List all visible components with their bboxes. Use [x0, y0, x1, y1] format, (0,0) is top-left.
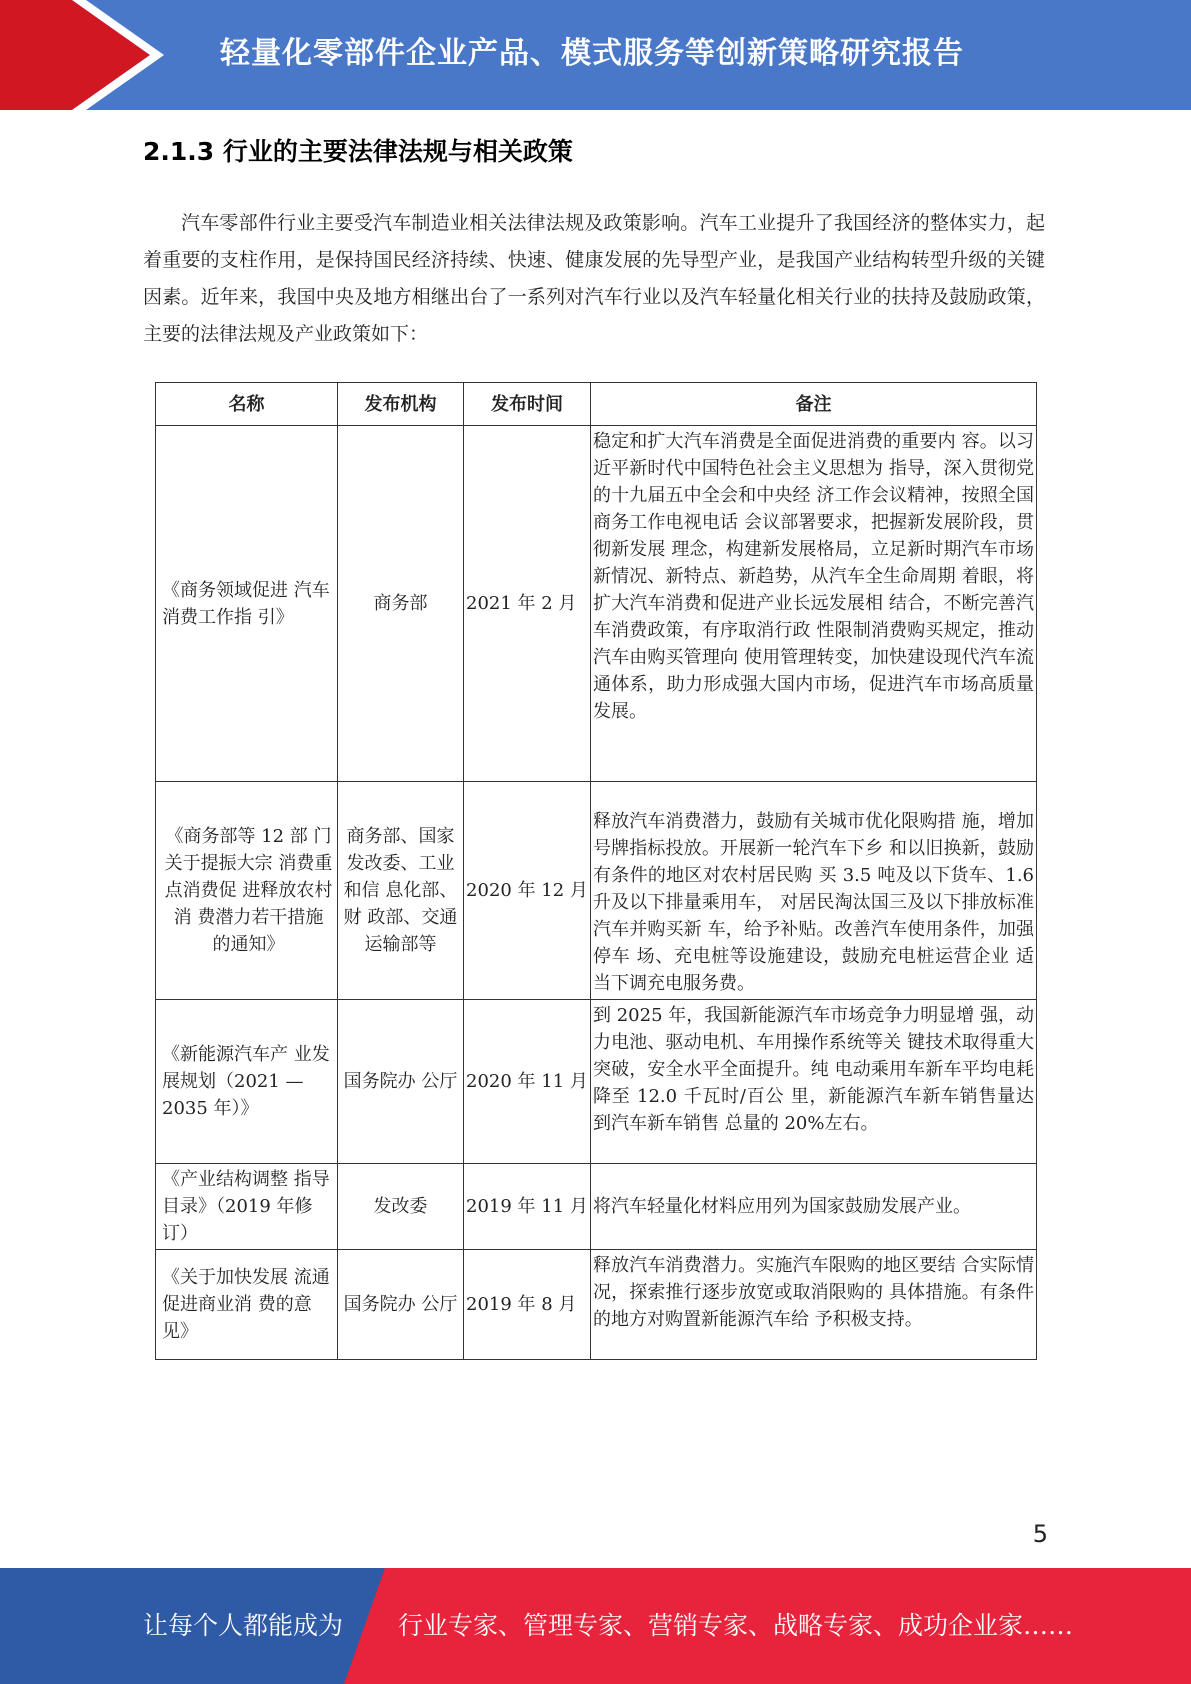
- intro-paragraph: 汽车零部件行业主要受汽车制造业相关法律法规及政策影响。汽车工业提升了我国经济的整体实力，起着重要的支柱作用，是保持国民经济持续、快速、健康发展的先导型产业，是我国产业结构转型升级的关键因素。近年来，我国中央及地方相继出台了一系列对汽车行业以及汽车轻量化相关行业的扶持及鼓励政策，主要的法律法规及产业政策如下：: [143, 212, 1045, 345]
- header-title: 轻量化零部件企业产品、模式服务等创新策略研究报告: [220, 36, 964, 71]
- policy-note: 释放汽车消费潜力，鼓励有关城市优化限购措 施，增加号牌指标投放。开展新一轮汽车下乡 和以旧换新，鼓励有条件的地区对农村居民购 买 3.5 吨及以下货车、1.6 升及以下排量乘用车， 对居民淘汰国三及以下排放标准汽车并购买新 车，给予补贴。改善汽车使用条件，加强停车 场、充电桩等设施建设，鼓励充电桩运营企业 适当下调充电服务费。: [591, 782, 1037, 1000]
- footer-slogan-right: 行业专家、管理专家、营销专家、战略专家、成功企业家……: [398, 1611, 1074, 1640]
- policy-date: 2020 年 11 月: [464, 1000, 591, 1164]
- footer-slogan-left: 让每个人都能成为: [143, 1611, 344, 1640]
- policy-org: 商务部: [338, 426, 464, 782]
- policy-org: 国务院办 公厅: [338, 1000, 464, 1164]
- table-row: [156, 1000, 1037, 1164]
- table-header-row: [156, 383, 1037, 426]
- header-date: 发布时间: [464, 383, 591, 426]
- page-footer: [0, 1568, 1191, 1684]
- policy-note: 释放汽车消费潜力。实施汽车限购的地区要结 合实际情况，探索推行逐步放宽或取消限购的 具体措施。有条件的地方对购置新能源汽车给 予积极支持。: [591, 1250, 1037, 1360]
- policy-name: 《关于加快发展 流通促进商业消 费的意见》: [156, 1250, 338, 1360]
- section-title: 2.1.3 行业的主要法律法规与相关政策: [143, 137, 573, 166]
- policy-date: 2021 年 2 月: [464, 426, 591, 782]
- page-header: [0, 0, 1191, 110]
- policy-date: 2019 年 11 月: [464, 1164, 591, 1250]
- policy-name: 《产业结构调整 指导目录》（2019 年修订）: [156, 1164, 338, 1250]
- table-row: [156, 782, 1037, 1000]
- policy-note: 到 2025 年，我国新能源汽车市场竞争力明显增 强，动力电池、驱动电机、车用操作系统等关 键技术取得重大突破，安全水平全面提升。纯 电动乘用车新车平均电耗降至 12.0 千瓦时/百公 里，新能源汽车新车销售量达到汽车新车销售 总量的 20%左右。: [591, 1000, 1037, 1164]
- policy-org: 发改委: [338, 1164, 464, 1250]
- header-note: 备注: [591, 383, 1037, 426]
- header-name: 名称: [156, 383, 338, 426]
- table-row: [156, 426, 1037, 782]
- policy-org: 国务院办 公厅: [338, 1250, 464, 1360]
- policy-name: 《商务领域促进 汽车消费工作指 引》: [156, 426, 338, 782]
- table-row: [156, 1250, 1037, 1360]
- header-org: 发布机构: [338, 383, 464, 426]
- policy-name: 《新能源汽车产 业发展规划（2021 —2035 年）》: [156, 1000, 338, 1164]
- policy-date: 2020 年 12 月: [464, 782, 591, 1000]
- table-row: [156, 1164, 1037, 1250]
- policy-table: [155, 382, 1037, 1360]
- policy-date: 2019 年 8 月: [464, 1250, 591, 1360]
- policy-note: 将汽车轻量化材料应用列为国家鼓励发展产业。: [591, 1164, 1037, 1250]
- page-number: 5: [1032, 1520, 1048, 1548]
- policy-name: 《商务部等 12 部 门关于提振大宗 消费重点消费促 进释放农村消 费潜力若干措施 的通知》: [156, 782, 338, 1000]
- policy-note: 稳定和扩大汽车消费是全面促进消费的重要内 容。以习近平新时代中国特色社会主义思想为 指导，深入贯彻党的十九届五中全会和中央经 济工作会议精神，按照全国商务工作电视电话 会议部署要求，把握新发展阶段，贯彻新发展 理念，构建新发展格局，立足新时期汽车市场 新情况、新特点、新趋势，从汽车全生命周期 着眼，将扩大汽车消费和促进产业长远发展相 结合，不断完善汽车消费政策，有序取消行政 性限制消费购买规定，推动汽车由购买管理向 使用管理转变，加快建设现代汽车流通体系，助力形成强大国内市场，促进汽车市场高质量 发展。: [591, 426, 1037, 782]
- policy-org: 商务部、国家发改委、工业和信 息化部、财 政部、交通运输部等: [338, 782, 464, 1000]
